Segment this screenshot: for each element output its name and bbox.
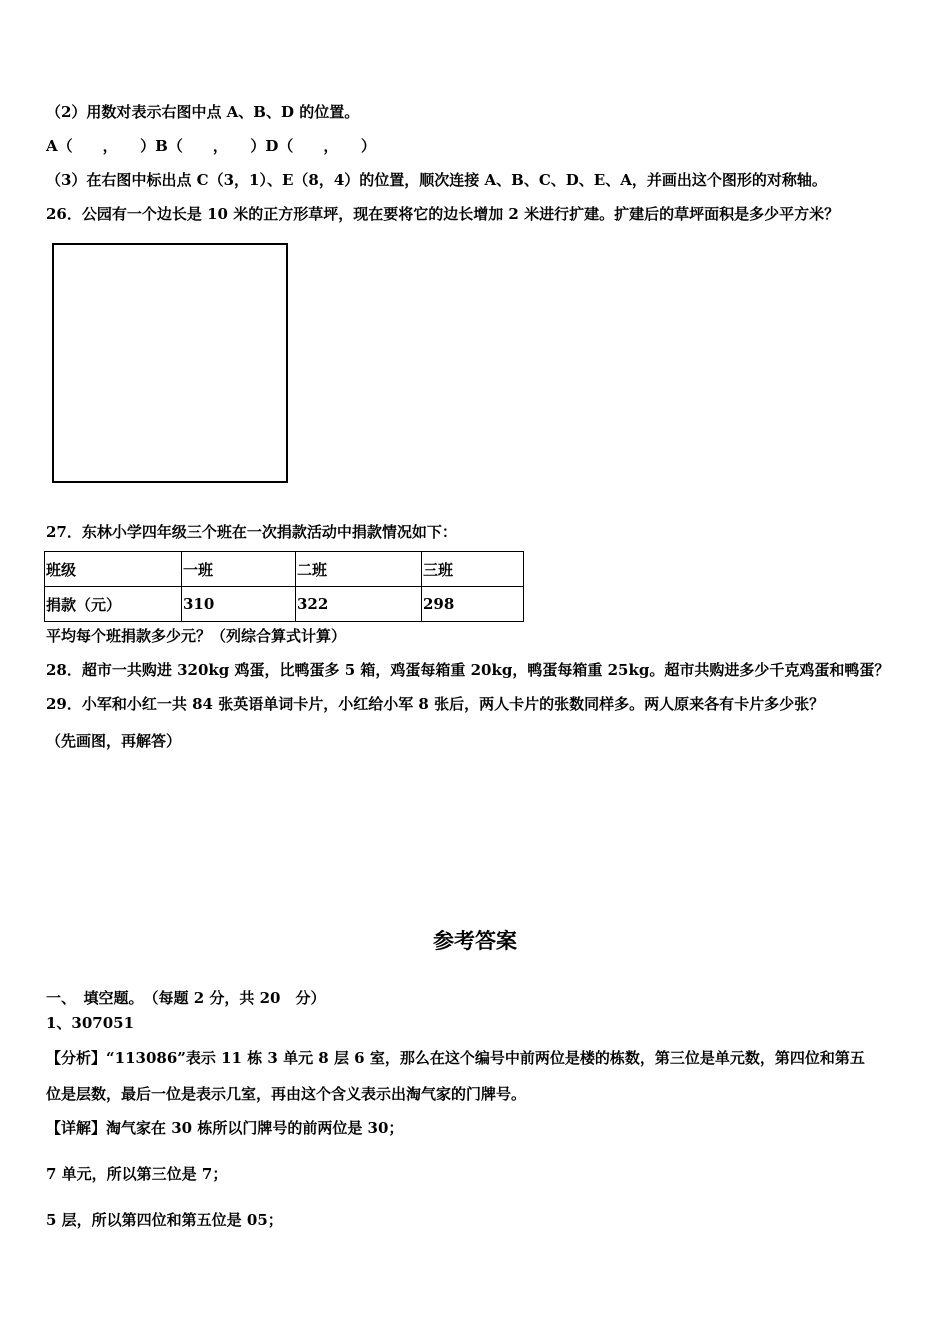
step-line-1: 7 单元，所以第三位是 7；: [46, 1165, 228, 1183]
q29-text: 29．小军和小红一共 84 张英语单词卡片，小红给小军 8 张后，两人卡片的张数同样多。两人原来各有卡片多少张？: [46, 695, 825, 713]
answers-section-heading: 一、 填空题。 （每题 2 分，共 20 分）: [46, 989, 326, 1007]
table-cell: 310: [182, 587, 296, 622]
table-cell: 班级: [45, 552, 182, 587]
step-line-2: 5 层，所以第四位和第五位是 05；: [46, 1211, 283, 1229]
table-cell: 捐款（元）: [45, 587, 182, 622]
q27-question: 平均每个班捐款多少元？（列综合算式计算）: [46, 627, 347, 645]
analysis-line-2: 位是层数，最后一位是表示几室，再由这个含义表示出淘气家的门牌号。: [46, 1085, 527, 1103]
table-cell: 322: [296, 587, 422, 622]
detail-line: 【详解】淘气家在 30 栋所以门牌号的前两位是 30；: [46, 1119, 404, 1137]
table-cell: 一班: [182, 552, 296, 587]
table-cell: 298: [422, 587, 524, 622]
analysis-line-1: 【分析】“113086”表示 11 栋 3 单元 8 层 6 室，那么在这个编号中前两位是楼的栋数，第三位是单元数，第四位和第五: [46, 1049, 865, 1067]
table-header-row: [45, 552, 524, 587]
table-cell: 二班: [296, 552, 422, 587]
q25-part3: （3）在右图中标出点 C（3，1）、E（8，4）的位置，顺次连接 A、B、C、D、E、A，并画出这个图形的对称轴。: [46, 171, 827, 189]
table-cell: 三班: [422, 552, 524, 587]
q28-text: 28．超市一共购进 320kg 鸡蛋，比鸭蛋多 5 箱，鸡蛋每箱重 20kg，鸭蛋每箱重 25kg。超市共购进多少千克鸡蛋和鸭蛋？: [46, 661, 890, 679]
q25-part2: （2）用数对表示右图中点 A、B、D 的位置。: [46, 103, 360, 121]
q25-blanks: A（ ， ）B（ ， ）D（ ， ）: [46, 137, 376, 155]
answer-1: 1、307051: [46, 1014, 135, 1032]
donation-table: [44, 551, 524, 622]
q29-note: （先画图，再解答）: [46, 732, 182, 750]
q26-text: 26．公园有一个边长是 10 米的正方形草坪，现在要将它的边长增加 2 米进行扩建。扩建后的草坪面积是多少平方米？: [46, 205, 840, 223]
square-lawn-figure: [52, 243, 288, 483]
answers-title: 参考答案: [433, 928, 517, 953]
q27-intro: 27．东林小学四年级三个班在一次捐款活动中捐款情况如下：: [46, 523, 457, 541]
table-row: [45, 587, 524, 622]
